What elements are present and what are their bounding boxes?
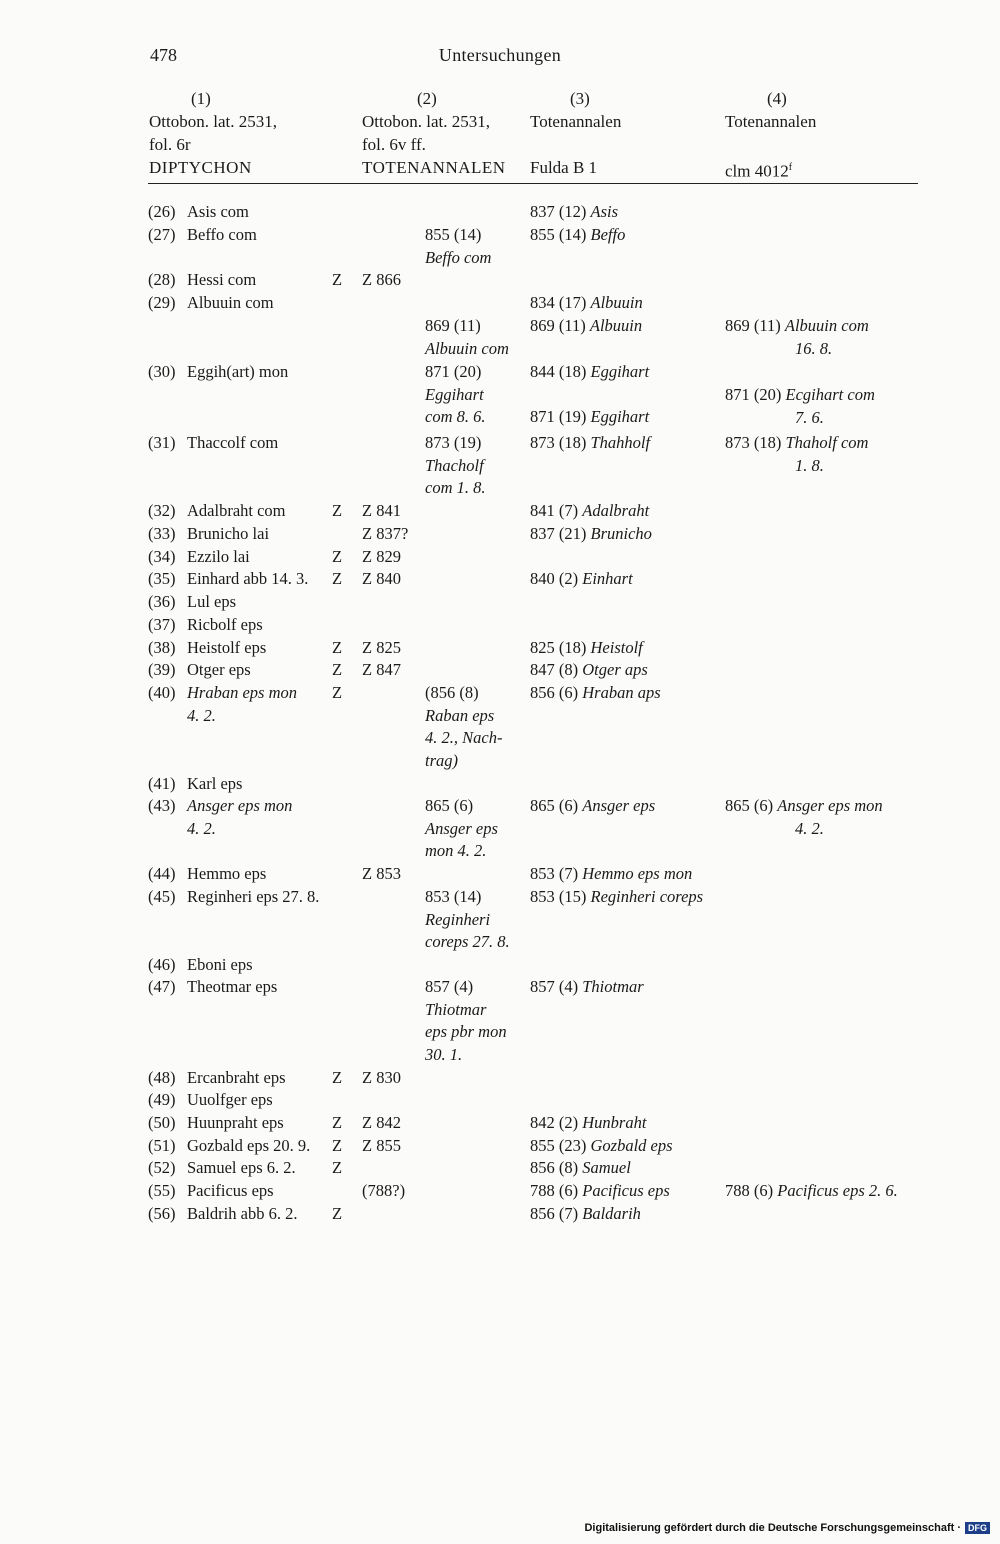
- ottobon-annal-entry: 865 (6) Ansger eps mon 4. 2.: [425, 796, 498, 861]
- fulda-entry: 871 (19) Eggihart: [530, 407, 650, 426]
- diptych-z-entry: Z 830: [362, 1068, 401, 1087]
- entry-name: Ezzilo lai: [187, 547, 250, 566]
- z-mark: Z: [332, 1113, 343, 1132]
- entry-number: (50): [148, 1113, 176, 1132]
- entry-number: (55): [148, 1181, 176, 1200]
- entry-number: (41): [148, 774, 176, 793]
- entry-number: (39): [148, 660, 176, 679]
- entry-name: Lul eps: [187, 592, 237, 611]
- column-folio: fol. 6v ff.: [362, 135, 426, 154]
- clm-entry: 788 (6) Pacificus eps 2. 6.: [725, 1181, 898, 1200]
- column-title: TOTENANNALEN: [362, 158, 506, 177]
- column-header-3: [530, 87, 621, 179]
- fulda-entry: 837 (12) Asis: [530, 202, 619, 221]
- column-source: Totenannalen: [725, 112, 817, 131]
- entry-name: Samuel eps 6. 2.: [187, 1158, 296, 1177]
- entry-name: Karl eps: [187, 774, 243, 793]
- entry-number: (38): [148, 638, 176, 657]
- diptych-z-entry: Z 847: [362, 660, 401, 679]
- clm-entry: 873 (18) Thaholf com 1. 8.: [725, 433, 869, 475]
- entry-number: (37): [148, 615, 176, 634]
- column-number: (4): [767, 89, 787, 108]
- fulda-entry: 834 (17) Albuuin: [530, 293, 643, 312]
- entry-name: Adalbraht com: [187, 501, 286, 520]
- entry-name: Hemmo eps: [187, 864, 267, 883]
- diptych-z-entry: Z 840: [362, 569, 401, 588]
- fulda-entry: 855 (14) Beffo: [530, 225, 626, 244]
- fulda-entry: 865 (6) Ansger eps: [530, 796, 656, 815]
- diptych-z-entry: Z 855: [362, 1136, 401, 1155]
- diptych-z-entry: (788?): [362, 1181, 406, 1200]
- fulda-entry: 856 (6) Hraban aps: [530, 683, 661, 702]
- ottobon-annal-entry: 869 (11) Albuuin com: [425, 316, 509, 358]
- ottobon-annal-entry: 857 (4) Thiotmar eps pbr mon 30. 1.: [425, 977, 507, 1065]
- fulda-entry: 788 (6) Pacificus eps: [530, 1181, 670, 1200]
- z-mark: Z: [332, 569, 343, 588]
- z-mark: Z: [332, 1204, 343, 1223]
- fulda-entry: 837 (21) Brunicho: [530, 524, 652, 543]
- entry-number: (43): [148, 796, 176, 815]
- entry-name: Hraban eps mon 4. 2.: [187, 683, 297, 725]
- z-mark: Z: [332, 660, 343, 679]
- entry-name: Huunpraht eps: [187, 1113, 284, 1132]
- column-header-4: [725, 87, 816, 183]
- column-folio: fol. 6r: [149, 135, 191, 154]
- entry-name: Ricbolf eps: [187, 615, 263, 634]
- clm-entry: 869 (11) Albuuin com 16. 8.: [725, 316, 869, 358]
- entry-number: (45): [148, 887, 176, 906]
- diptych-z-entry: Z 837?: [362, 524, 409, 543]
- entry-number: (52): [148, 1158, 176, 1177]
- fulda-entry: 841 (7) Adalbraht: [530, 501, 650, 520]
- z-mark: Z: [332, 683, 343, 702]
- fulda-entry: 873 (18) Thahholf: [530, 433, 651, 452]
- entry-number: (27): [148, 225, 176, 244]
- entry-number: (30): [148, 362, 176, 381]
- fulda-entry: 869 (11) Albuuin: [530, 316, 643, 335]
- header-rule: [148, 183, 918, 184]
- entry-name: Thaccolf com: [187, 433, 279, 452]
- entry-name: Beffo com: [187, 225, 257, 244]
- ottobon-annal-entry: 873 (19) Thacholf com 1. 8.: [425, 433, 486, 498]
- z-mark: Z: [332, 638, 343, 657]
- column-header-1: [149, 87, 277, 179]
- entry-name: Asis com: [187, 202, 249, 221]
- entry-name: Baldrih abb 6. 2.: [187, 1204, 298, 1223]
- column-signature: clm 4012$^f$: [725, 161, 793, 181]
- entry-name: Gozbald eps 20. 9.: [187, 1136, 311, 1155]
- z-mark: Z: [332, 547, 343, 566]
- fulda-entry: 853 (7) Hemmo eps mon: [530, 864, 693, 883]
- fulda-entry: 856 (7) Baldarih: [530, 1204, 641, 1223]
- entry-number: (32): [148, 501, 176, 520]
- diptych-z-entry: Z 841: [362, 501, 401, 520]
- entry-name: Otger eps: [187, 660, 251, 679]
- fulda-entry: 844 (18) Eggihart: [530, 362, 650, 381]
- fulda-entry: 856 (8) Samuel: [530, 1158, 631, 1177]
- z-mark: Z: [332, 270, 343, 289]
- diptych-z-entry: Z 853: [362, 864, 401, 883]
- z-mark: Z: [332, 501, 343, 520]
- entry-number: (28): [148, 270, 176, 289]
- diptych-z-entry: Z 825: [362, 638, 401, 657]
- entry-number: (40): [148, 683, 176, 702]
- entry-name: Ercanbraht eps: [187, 1068, 286, 1087]
- column-source: Ottobon. lat. 2531,: [149, 112, 277, 131]
- z-mark: Z: [332, 1158, 343, 1177]
- entry-number: (34): [148, 547, 176, 566]
- entry-number: (56): [148, 1204, 176, 1223]
- entry-number: (35): [148, 569, 176, 588]
- entry-number: (26): [148, 202, 176, 221]
- entry-number: (33): [148, 524, 176, 543]
- entry-number: (47): [148, 977, 176, 996]
- column-source: Ottobon. lat. 2531,: [362, 112, 490, 131]
- diptych-z-entry: Z 829: [362, 547, 401, 566]
- column-signature: Fulda B 1: [530, 158, 598, 177]
- column-number: (2): [417, 89, 437, 108]
- ottobon-annal-entry: 871 (20) Eggihart com 8. 6.: [425, 362, 486, 427]
- page-number: 478: [150, 45, 177, 65]
- fulda-entry: 857 (4) Thiotmar: [530, 977, 644, 996]
- clm-entry: 871 (20) Ecgihart com 7. 6.: [725, 385, 875, 427]
- digitization-notice: [584, 1522, 990, 1534]
- entry-number: (31): [148, 433, 176, 452]
- entry-name: Brunicho lai: [187, 524, 270, 543]
- entry-name: Albuuin com: [187, 293, 274, 312]
- entry-name: Pacificus eps: [187, 1181, 274, 1200]
- column-number: (3): [570, 89, 590, 108]
- fulda-entry: 847 (8) Otger aps: [530, 660, 648, 679]
- ottobon-annal-entry: 853 (14) Reginheri coreps 27. 8.: [425, 887, 510, 952]
- entry-number: (46): [148, 955, 176, 974]
- entry-name: Uuolfger eps: [187, 1090, 273, 1109]
- entry-number: (49): [148, 1090, 176, 1109]
- column-title: DIPTYCHON: [149, 158, 252, 177]
- entry-name: Einhard abb 14. 3.: [187, 569, 309, 588]
- entry-name: Eboni eps: [187, 955, 253, 974]
- entry-name: Hessi com: [187, 270, 257, 289]
- entry-number: (48): [148, 1068, 176, 1087]
- column-number: (1): [191, 89, 211, 108]
- column-header-2: [362, 87, 506, 179]
- entry-number: (44): [148, 864, 176, 883]
- entry-number: (51): [148, 1136, 176, 1155]
- ottobon-annal-entry: (856 (8) Raban eps 4. 2., Nach- trag): [425, 683, 503, 771]
- fulda-entry: 853 (15) Reginheri coreps: [530, 887, 704, 906]
- entry-name: Reginheri eps 27. 8.: [187, 887, 320, 906]
- column-source: Totenannalen: [530, 112, 622, 131]
- ottobon-annal-entry: 855 (14) Beffo com: [425, 225, 492, 267]
- z-mark: Z: [332, 1068, 343, 1087]
- diptych-z-entry: Z 842: [362, 1113, 401, 1132]
- footer-text: Digitalisierung gefördert durch die Deutsche Forschungsgemeinschaft ·: [584, 1522, 961, 1534]
- entry-name: Ansger eps mon 4. 2.: [187, 796, 293, 838]
- fulda-entry: 842 (2) Hunbraht: [530, 1113, 647, 1132]
- diptych-z-entry: Z 866: [362, 270, 401, 289]
- dfg-logo: DFG: [965, 1522, 990, 1534]
- entry-name: Eggih(art) mon: [187, 362, 289, 381]
- entry-name: Theotmar eps: [187, 977, 278, 996]
- fulda-entry: 840 (2) Einhart: [530, 569, 633, 588]
- z-mark: Z: [332, 1136, 343, 1155]
- fulda-entry: 825 (18) Heistolf: [530, 638, 643, 657]
- running-head: Untersuchungen: [438, 45, 562, 65]
- clm-entry: 865 (6) Ansger eps mon 4. 2.: [725, 796, 883, 838]
- fulda-entry: 855 (23) Gozbald eps: [530, 1136, 673, 1155]
- entry-number: (36): [148, 592, 176, 611]
- entry-name: Heistolf eps: [187, 638, 267, 657]
- entry-number: (29): [148, 293, 176, 312]
